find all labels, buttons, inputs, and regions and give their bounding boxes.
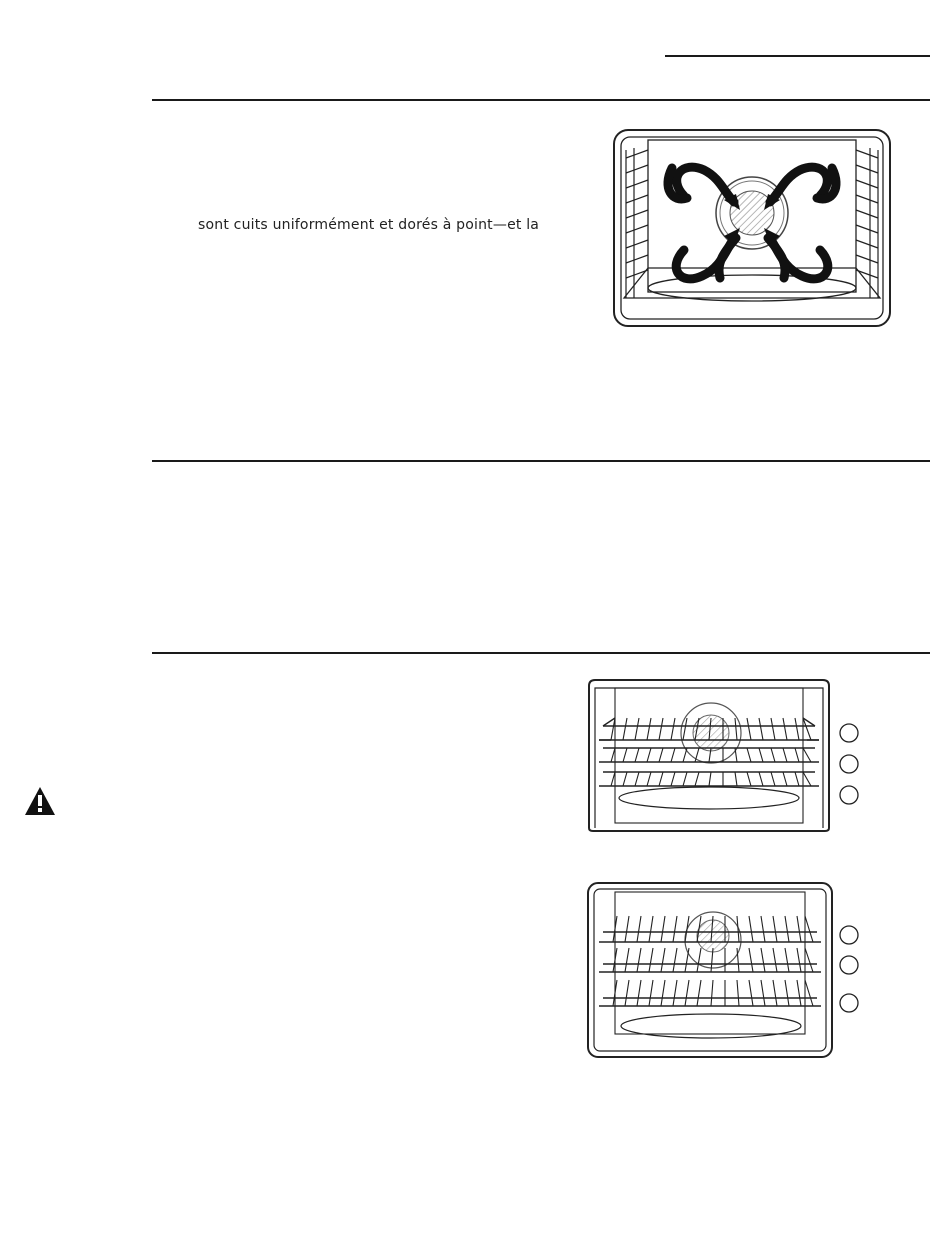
oven-racks-illustration xyxy=(585,678,863,833)
warning-triangle-icon xyxy=(24,786,56,816)
convection-description-text: sont cuits uniformément et dorés à point—et la xyxy=(198,217,540,233)
section-divider xyxy=(152,460,930,462)
header-rule xyxy=(665,55,930,57)
section-divider xyxy=(152,99,930,101)
section-divider xyxy=(152,652,930,654)
oven-racks-illustration xyxy=(585,880,863,1060)
convection-oven-illustration xyxy=(612,128,892,330)
